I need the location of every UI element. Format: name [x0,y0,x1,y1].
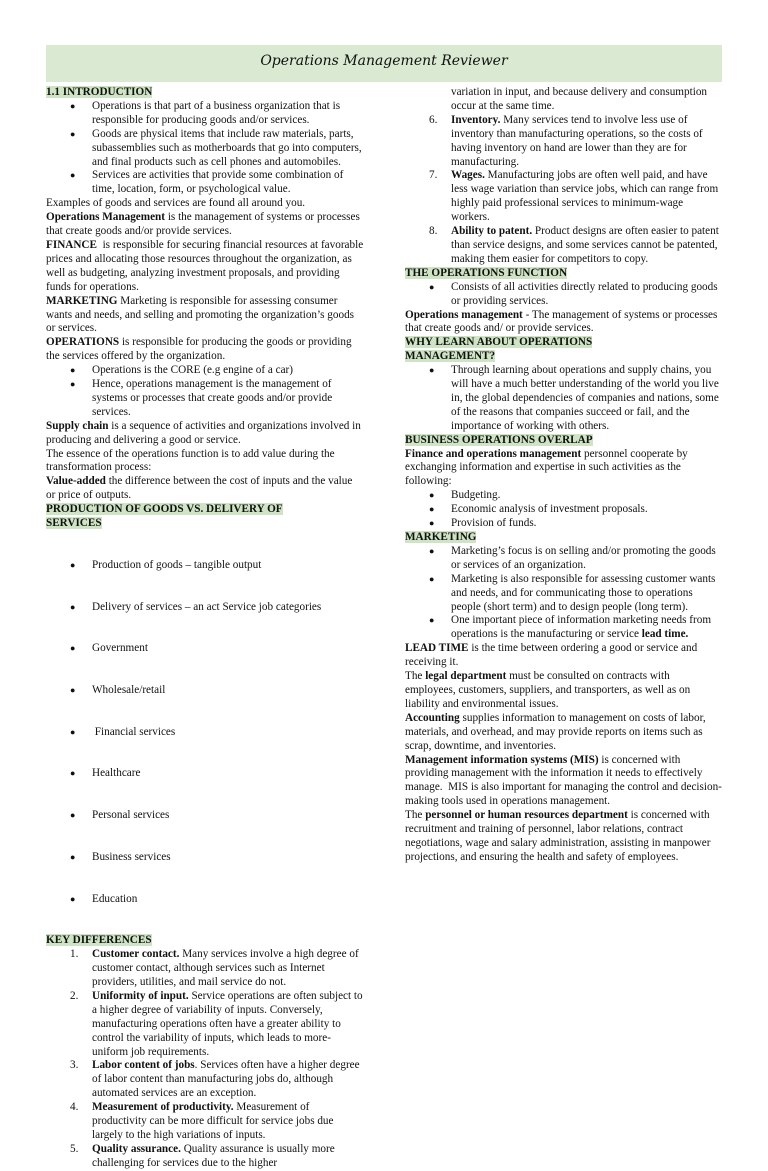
marketing-bullet-list [405,545,723,642]
intro-heading: 1.1 INTRODUCTION [46,86,153,98]
list-item: 3. Labor content of jobs. Services often have a higher degree of labor content than manufacturing jobs do, although automated services are an exception. [70,1059,360,1100]
continued-text: variation in input, and because delivery and consumption occur at the same time. [451,86,708,112]
list-item: ● Budgeting. [405,489,723,503]
list-item: ● Marketing’s focus is on selling and/or promoting the goods or services of an organization. [405,545,723,573]
marketing-definition: MARKETING Marketing is responsible for assessing consumer wants and needs, and selling and promoting the organization’s goods or services. [46,294,355,335]
list-item: ● Financial services [46,726,364,740]
list-item: ● Provision of funds. [405,517,723,531]
essence-text: The essence of the operations function is to add value during the transformation process: [46,447,335,474]
list-item: 8. Ability to patent. Product designs are often easier to patent than service designs, and some services cannot be patented, making them easier for competitors to copy. [429,225,719,265]
list-item: ● Economic analysis of investment proposals. [405,503,723,517]
marketing-heading: MARKETING [405,531,477,543]
list-item: ● Consists of all activities directly related to producing goods or providing services. [405,281,723,309]
key-differences-heading: KEY DIFFERENCES [46,934,152,947]
list-item: ● Goods are physical items that include raw materials, parts, subassemblies such as motherboards that go into computers, and final products such as cell phones and automobiles. [46,128,364,170]
why-bullet-list [405,364,723,434]
list-item: 7. Wages. Manufacturing jobs are often well paid, and have less wage variation than service jobs, which can range from highly paid professional services to minimum-wage workers. [429,169,719,224]
left-column [46,86,364,1171]
overlap-bullet-list [405,489,723,531]
list-item: 6. Inventory. Many services tend to involve less use of inventory than manufacturing operations, so the costs of having inventory on hand are lower than they are for manufacturing. [429,113,703,168]
operations-function-heading: THE OPERATIONS FUNCTION [405,266,568,279]
list-item: 4. Measurement of productivity. Measurement of productivity can be more difficult for service jobs due largely to the high variations of inputs. [70,1101,334,1141]
list-item: ● Education [46,893,364,907]
legal-definition: The legal department must be consulted on contracts with employees, customers, suppliers, and transporters, as well as on liability and environmental issues. [405,670,691,710]
list-item: 2. Uniformity of input. Service operations are often subject to a higher degree of variability of inputs. Conversely, manufacturing operations often have a greater ability to control the variability of inputs, which leads to more-uniform job requirements. [70,989,363,1058]
supply-chain-definition: Supply chain is a sequence of activities and organizations involved in producing and delivering a good or service. [46,419,361,446]
list-item: ● Wholesale/retail [46,684,364,698]
overlap-heading: BUSINESS OPERATIONS OVERLAP [405,433,593,446]
list-item: 1. Customer contact. Many services involve a high degree of customer contact, although services such as Internet providers, utilities, and mail service do not. [70,948,359,988]
key-differences-list [46,948,364,1171]
hr-definition: The personnel or human resources department is concerned with recruitment and training of personnel, labor relations, contract negotiations, wage and salary administration, assisting in manpower projections, and ensuring the health and safety of employees. [405,809,711,863]
key-differences-list-continued [405,114,723,267]
operations-definition: OPERATIONS is responsible for producing the goods or providing the services offered by the organization. [46,336,352,363]
production-bullet-list [46,531,364,934]
list-item: ● One important piece of information marketing needs from operations is the manufacturing or service lead time. [405,614,723,642]
lead-time-definition: LEAD TIME is the time between ordering a good or service and receiving it. [405,642,698,669]
page-title: Operations Management Reviewer [260,53,508,69]
list-item: ● Hence, operations management is the management of systems or processes that create goods and/or provide services. [46,378,364,420]
accounting-definition: Accounting supplies information to management on costs of labor, materials, and overhead, and may provide reports on items such as scrap, downtime, and inventories. [405,711,706,752]
list-item: 5. Quality assurance. Quality assurance is usually more challenging for services due to the higher [70,1142,335,1169]
finance-definition: FINANCE is responsible for securing financial resources at favorable prices and allocating those resources throughout the organization, as well as budgeting, analyzing investment proposals, and providing funds for operations. [46,238,366,293]
examples-text: Examples of goods and services are found all around you. [46,197,306,210]
list-item: ● Through learning about operations and supply chains, you will have a much better understanding of the world you live in, the global dependencies of companies and nations, some of the reasons that companies succeed or fail, and the importance of working with others. [405,364,723,434]
production-heading: PRODUCTION OF GOODS VS. DELIVERY OF SERVICES [46,503,283,530]
right-column [405,86,723,865]
value-added-definition: Value-added the difference between the cost of inputs and the value or price of outputs. [46,475,353,502]
list-item: ● Operations is the CORE (e.g engine of a car) [46,364,364,378]
title-banner [46,45,722,82]
om-definition: Operations Management is the management of systems or processes that create goods and/or provide services. [46,211,360,238]
list-item: ● Operations is that part of a business organization that is responsible for producing goods and/or services. [46,100,364,128]
function-bullet-list [405,281,723,309]
intro-bullet-list [46,100,364,197]
list-item: ● Business services [46,851,364,865]
list-item: ● Healthcare [46,767,364,781]
list-item: ● Government [46,642,364,656]
mis-definition: Management information systems (MIS) is concerned with providing management with the information it needs to effectively manage. MIS is also important for managing the control and decision-making tools used in operations management. [405,753,722,808]
list-item: ● Personal services [46,809,364,823]
why-learn-heading: WHY LEARN ABOUT OPERATIONS MANAGEMENT? [405,336,593,363]
list-item: ● Services are activities that provide some combination of time, location, form, or psychological value. [46,169,364,197]
list-item: ● Marketing is also responsible for assessing customer wants and needs, and for communicating those to operations people (short term) and to design people (long term). [405,573,723,615]
om-definition: Operations management - The management of systems or processes that create goods and/ or provide services. [405,308,718,335]
overlap-definition: Finance and operations management personnel cooperate by exchanging information and expertise in such activities as the following: [405,447,688,488]
list-item: ● Production of goods – tangible output [46,559,364,573]
operations-bullet-list [46,364,364,420]
list-item: ● Delivery of services – an act Service job categories [46,601,364,615]
